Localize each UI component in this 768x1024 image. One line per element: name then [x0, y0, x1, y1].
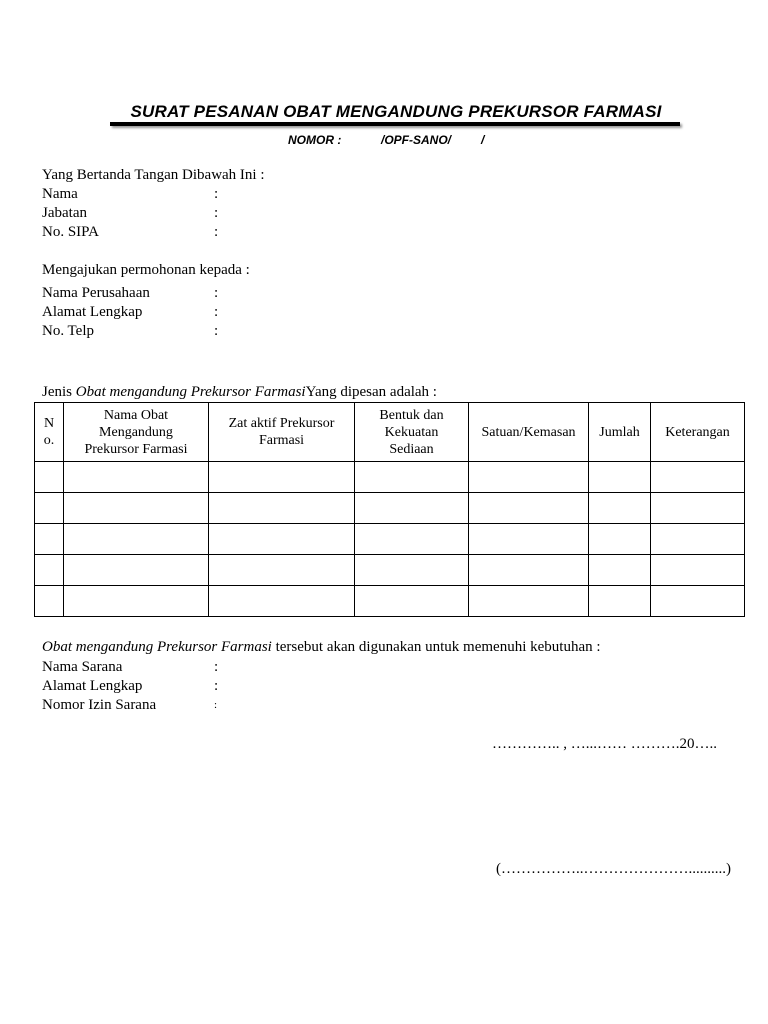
order-intro-suffix: Yang dipesan adalah :	[305, 384, 437, 400]
recipient-telp-label: No. Telp	[42, 323, 95, 339]
nomor-code: /OPF-SANO/	[381, 133, 452, 147]
usage-intro-italic: Obat mengandung Prekursor Farmasi	[42, 639, 272, 655]
col-header-no: N o.	[35, 403, 64, 462]
usage-alamat-colon: :	[214, 678, 219, 694]
table-row	[35, 555, 745, 586]
table-cell	[589, 555, 651, 586]
table-cell	[64, 493, 209, 524]
signer-intro: Yang Bertanda Tangan Dibawah Ini :	[42, 167, 265, 183]
col-header-keterangan: Keterangan	[651, 403, 745, 462]
recipient-perusahaan-label: Nama Perusahaan	[42, 285, 150, 301]
recipient-alamat-label: Alamat Lengkap	[42, 304, 143, 320]
table-cell	[469, 493, 589, 524]
col-header-satuan: Satuan/Kemasan	[469, 403, 589, 462]
table-cell	[469, 586, 589, 617]
usage-sarana-label: Nama Sarana	[42, 659, 123, 675]
signer-jabatan-colon: :	[214, 205, 219, 221]
date-line: ………….. , …...…… ……….20…..	[492, 736, 717, 752]
order-intro-italic: Obat mengandung Prekursor Farmasi	[75, 384, 306, 400]
table-cell	[64, 586, 209, 617]
table-cell	[209, 524, 355, 555]
table-cell	[209, 555, 355, 586]
title-underline	[110, 122, 680, 126]
signer-sipa-colon: :	[214, 224, 219, 240]
usage-sarana-colon: :	[214, 659, 219, 675]
table-cell	[589, 586, 651, 617]
table-cell	[355, 586, 469, 617]
col-header-bentuk: Bentuk dan Kekuatan Sediaan	[355, 403, 469, 462]
table-body	[35, 462, 745, 617]
recipient-perusahaan-colon: :	[214, 285, 219, 301]
table-cell	[651, 555, 745, 586]
table-cell	[209, 586, 355, 617]
table-cell	[651, 524, 745, 555]
table-cell	[589, 462, 651, 493]
table-cell	[355, 555, 469, 586]
col-header-jumlah: Jumlah	[589, 403, 651, 462]
table-cell	[355, 462, 469, 493]
table-cell	[209, 493, 355, 524]
order-table	[34, 402, 745, 617]
table-row	[35, 586, 745, 617]
table-cell	[64, 524, 209, 555]
signer-jabatan-label: Jabatan	[42, 205, 87, 221]
table-cell	[469, 524, 589, 555]
table-cell	[469, 462, 589, 493]
nomor-slash: /	[481, 133, 485, 147]
table-row	[35, 524, 745, 555]
table-cell	[35, 462, 64, 493]
table-cell	[589, 493, 651, 524]
table-row	[35, 493, 745, 524]
document-title: SURAT PESANAN OBAT MENGANDUNG PREKURSOR FARMASI	[130, 102, 662, 121]
table-cell	[35, 524, 64, 555]
recipient-alamat-colon: :	[214, 304, 219, 320]
nomor-label: NOMOR :	[288, 133, 342, 147]
table-row	[35, 462, 745, 493]
table-cell	[64, 555, 209, 586]
order-intro-prefix: Jenis	[42, 384, 76, 400]
table-cell	[651, 586, 745, 617]
table-cell	[35, 586, 64, 617]
signer-sipa-label: No. SIPA	[42, 224, 99, 240]
table-cell	[35, 555, 64, 586]
table-cell	[64, 462, 209, 493]
table-cell	[35, 493, 64, 524]
table-header-row	[35, 403, 745, 462]
usage-izin-colon: :	[214, 699, 218, 711]
usage-alamat-label: Alamat Lengkap	[42, 678, 143, 694]
table-cell	[355, 493, 469, 524]
table-cell	[355, 524, 469, 555]
recipient-intro: Mengajukan permohonan kepada :	[42, 262, 250, 278]
col-header-nama-obat: Nama Obat Mengandung Prekursor Farmasi	[64, 403, 209, 462]
table-cell	[469, 555, 589, 586]
signer-nama-colon: :	[214, 186, 219, 202]
table-cell	[651, 462, 745, 493]
table-cell	[209, 462, 355, 493]
usage-intro-rest: tersebut akan digunakan untuk memenuhi kebutuhan :	[271, 639, 601, 655]
signature-line: (……………..…………………..........)	[496, 861, 731, 877]
usage-izin-label: Nomor Izin Sarana	[42, 697, 157, 713]
usage-intro	[42, 638, 601, 657]
order-intro	[42, 383, 437, 402]
recipient-telp-colon: :	[214, 323, 219, 339]
table-cell	[589, 524, 651, 555]
col-header-zat-aktif: Zat aktif Prekursor Farmasi	[209, 403, 355, 462]
signer-nama-label: Nama	[42, 186, 78, 202]
table-cell	[651, 493, 745, 524]
